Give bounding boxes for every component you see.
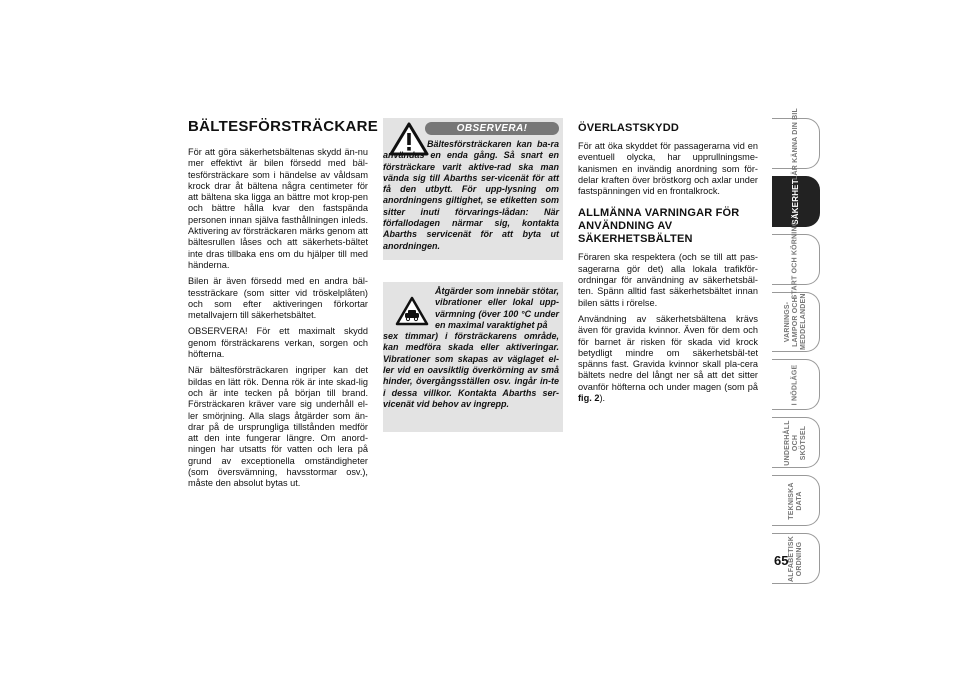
paragraph xyxy=(578,314,758,404)
tab-underhall-och-skotsel[interactable] xyxy=(772,417,820,468)
section-heading: ÖVERLASTSKYDD xyxy=(578,122,679,134)
paragraph: OBSERVERA! För ett maximalt skydd genom försträckarens verkan, sorgen och höfterna. xyxy=(188,326,368,360)
paragraph-text: ). xyxy=(599,393,606,404)
warning-text: Bältesförsträckaren kan ba-ra användas en enda gång. Så snart en försträckare varit aktive-rad ska man vända sig till Abarths ser-vicenät för att få den utbytt. För upp-lysning om anordningens giltighet, se etiketten som sitter inuti förvarings-lådan: När förfallodagen närmar sig, kontakta Abarths servicenät för att byta ut anordningen. xyxy=(383,139,559,251)
tab-label: SÄKERHET xyxy=(790,178,800,225)
paragraph-text: Användning av säkerhetsbältena krävs även för gravida kvinnor. Även för dem och för barnet är risken för skada vid krock betydligt mindre om säkerhetsbäl-tet spänns fast. Gravida kvinnor skall pla-cera bältets nedre del långt ner så att det sitter ovanför höfterna och under magen (som på xyxy=(578,313,758,392)
page-number: 65 xyxy=(774,553,789,568)
figure-reference[interactable]: fig. 2 xyxy=(578,393,600,404)
caution-box xyxy=(383,282,563,432)
tab-sakerhet[interactable] xyxy=(772,176,820,227)
tab-tekniska-data[interactable] xyxy=(772,475,820,526)
tab-label: UNDERHÅLL OCH SKÖTSEL xyxy=(783,419,807,466)
tab-label: START OCH KÖRNING xyxy=(791,220,799,299)
tab-label: ALFABETISK ORDNING xyxy=(787,535,803,582)
paragraph: För att öka skyddet för passagerarna vid en eventuell olycka, har upprullningsme-kanismen en invändig anordning som för-delar kraften över bröstkorg och axlar under fastspänningen vid en frontalkrock. xyxy=(578,141,758,197)
section-heading: ALLMÄNNA VARNINGAR FÖR ANVÄNDNING AV SÄKERHETSBÄLTEN xyxy=(578,207,740,246)
tab-i-nodlage[interactable] xyxy=(772,359,820,410)
column-left xyxy=(188,118,379,495)
tab-label: TEKNISKA DATA xyxy=(787,481,803,520)
section-title: BÄLTESFÖRSTRÄCKARE xyxy=(188,118,379,135)
tab-label: LÄR KÄNNA DIN BIL xyxy=(791,107,799,180)
paragraph: För att göra säkerhetsbältenas skydd än-nu mer effektivt är bilen försedd med bäl-tesförsträckare som i händelse av våldsam krock drar åt bältena några centimeter för att bältena ska ligga an bättre mot krop-pen och bättre hålla kvar den fastspända personen innan själva fasthållningen inleds. Aktivering av försträckaren märks genom att bältesrullen låses och att säkerhets-bältet inte dras tillbaka ens om du hjälper till med händerna. xyxy=(188,147,368,270)
tab-label: VARNINGS-LAMPOR OCH MEDDELANDEN xyxy=(783,293,807,350)
tab-start-och-korning[interactable] xyxy=(772,220,820,299)
caution-text xyxy=(383,286,559,410)
tab-lar-kanna-din-bil[interactable] xyxy=(772,107,820,180)
column-right xyxy=(578,118,758,409)
warning-label: OBSERVERA! xyxy=(425,122,559,135)
warning-box xyxy=(383,118,563,260)
caution-rest: sex timmar) i försträckarens område, kan medföra skada eller aktiveringar. Vibrationer som skapas av väglaget el-ler vid en oavsiktlig överkörning av små hinder, övergångsställen osv. ingår in-te i dessa villkor. Kontakta Abarths ser-vicenät vid behov av ingrepp. xyxy=(383,331,559,409)
chapter-tabs xyxy=(772,107,820,591)
column-middle xyxy=(383,118,563,432)
tab-label: I NÖDLÄGE xyxy=(791,364,799,405)
caution-lead: Åtgärder som innebär stötar, vibrationer eller lokal upp-värmning (över 100 °C under en maximal varaktighet på xyxy=(435,286,559,330)
paragraph: Föraren ska respektera (och se till att pas-sagerarna gör det) alla lokala trafikför-ordningar för användning av säkerhetsbäl-ten. Spänn alltid fast säkerhetsbältet innan bilen sätts i rörelse. xyxy=(578,252,758,308)
paragraph: Bilen är även försedd med en andra bäl-tessträckare (som sitter vid tröskelplåten) och som efter aktiveringen förkortar metallvajern till säkerhetsbältet. xyxy=(188,276,368,321)
paragraph: När bältesförsträckaren ingriper kan det bildas en lätt rök. Denna rök är inte skad-lig och är inte tecken på början till brand. Försträckaren kräver vare sig underhåll el-ler smörjning. Alla slags åtgärder som än-drar på de ursprungliga tillstånden medför att den inte fungerar längre. Om anord-ningen har utsatts för vatten och lera på grund av exceptionella omständigheter (som översvämning, havsstormar osv.), måste den absolut bytas ut. xyxy=(188,365,368,489)
tab-varningslampor[interactable] xyxy=(772,292,820,352)
